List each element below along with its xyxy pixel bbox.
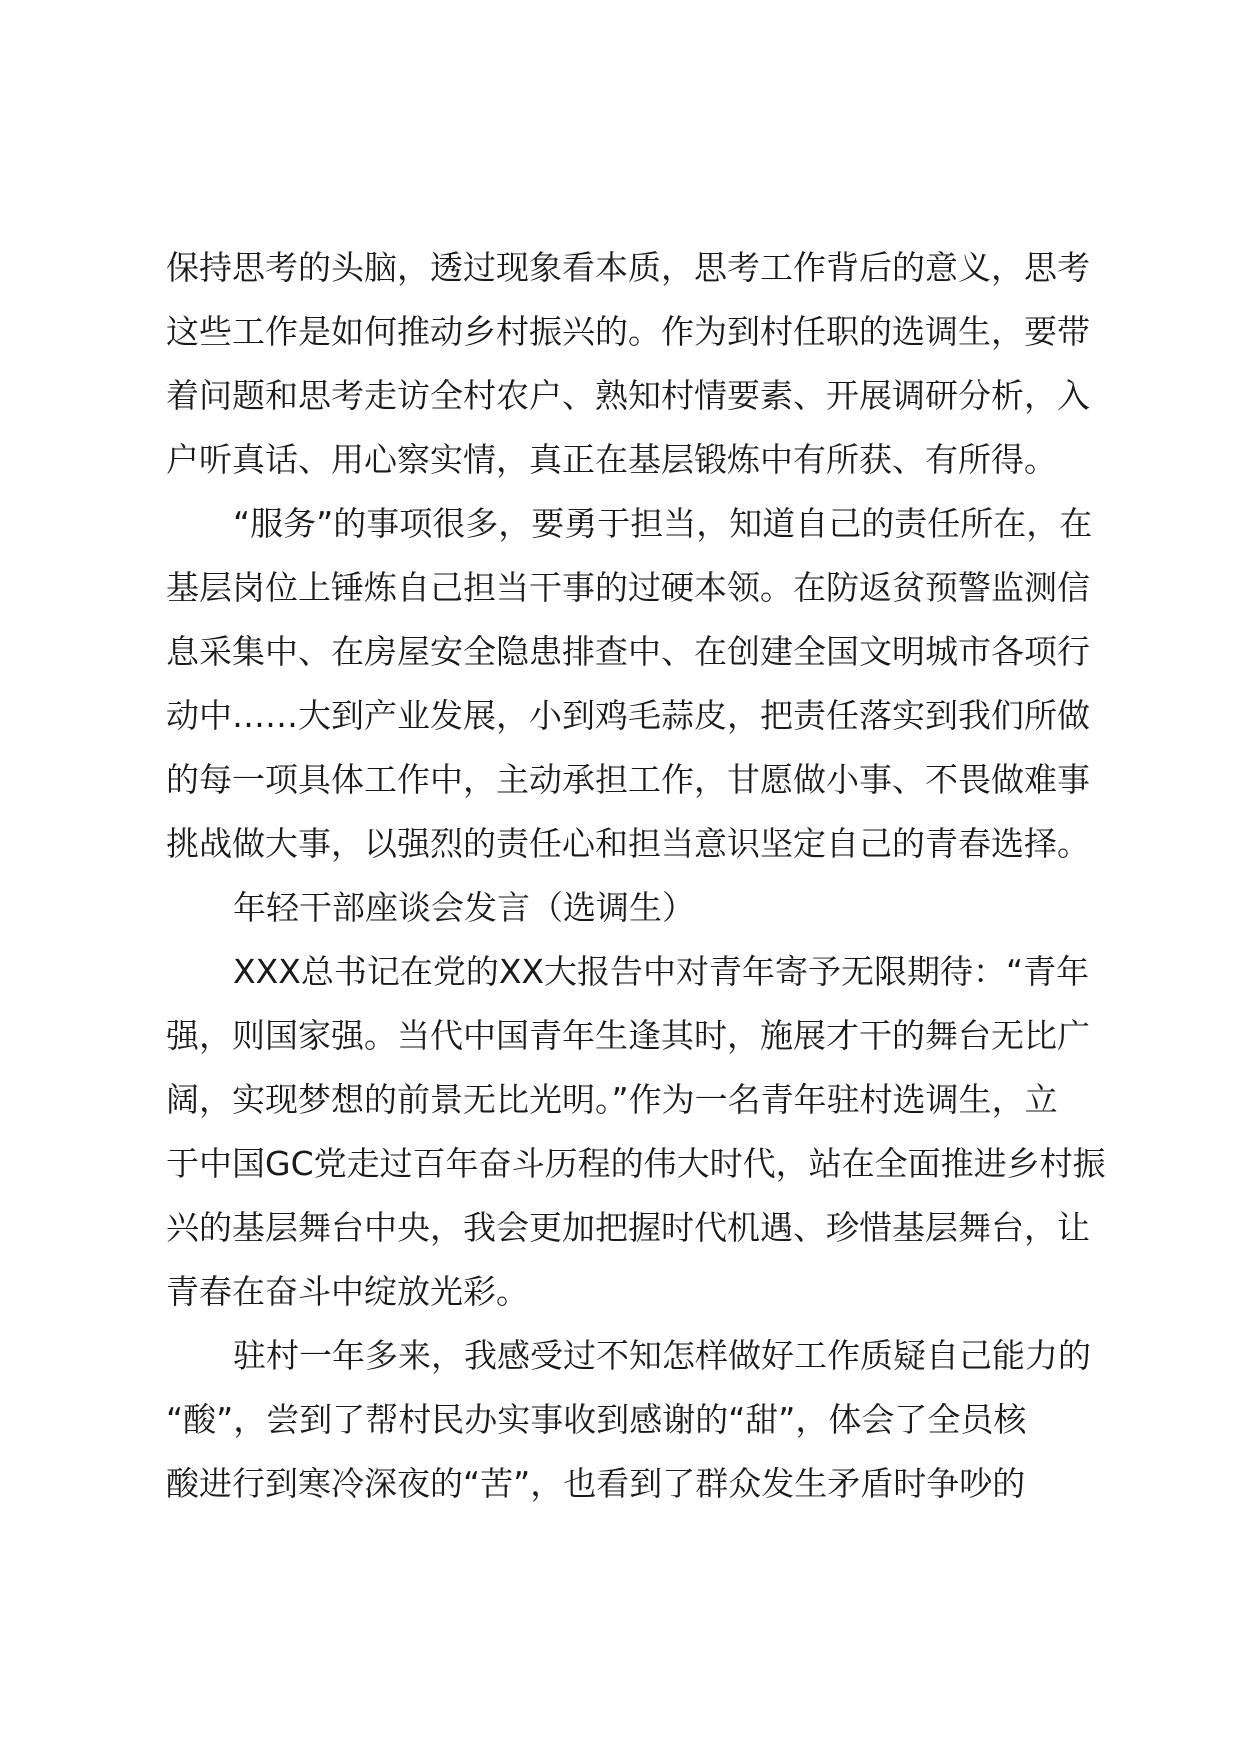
text-line: 保持思考的头脑，透过现象看本质，思考工作背后的意义，思考	[166, 248, 1090, 287]
text-line: 酸进行到寒冷深夜的“苦”，也看到了群众发生矛盾时争吵的	[166, 1464, 1026, 1503]
document-body	[166, 236, 1122, 1516]
text-line: 的每一项具体工作中，主动承担工作，甘愿做小事、不畏做难事	[166, 760, 1090, 799]
text-line: “服务”的事项很多，要勇于担当，知道自己的责任所在，在	[233, 504, 1093, 543]
text-line: 基层岗位上锤炼自己担当干事的过硬本领。在防返贫预警监测信	[166, 568, 1090, 607]
text-line: XXX总书记在党的XX大报告中对青年寄予无限期待：“青年	[233, 952, 1090, 991]
text-line: 阔，实现梦想的前景无比光明。”作为一名青年驻村选调生，立	[166, 1080, 1058, 1119]
text-line: 动中……大到产业发展，小到鸡毛蒜皮，把责任落实到我们所做	[166, 696, 1090, 735]
text-line: 年轻干部座谈会发言（选调生）	[233, 888, 695, 927]
text-line: 着问题和思考走访全村农户、熟知村情要素、开展调研分析，入	[166, 376, 1090, 415]
text-line: 这些工作是如何推动乡村振兴的。作为到村任职的选调生，要带	[166, 312, 1090, 351]
text-line: 于中国GC党走过百年奋斗历程的伟大时代，站在全面推进乡村振	[166, 1144, 1106, 1183]
text-line: 挑战做大事，以强烈的责任心和担当意识坚定自己的青春选择。	[166, 824, 1090, 863]
text-line: 青春在奋斗中绽放光彩。	[166, 1272, 529, 1311]
text-line: “酸”，尝到了帮村民办实事收到感谢的“甜”，体会了全员核	[166, 1400, 1027, 1439]
text-line: 兴的基层舞台中央，我会更加把握时代机遇、珍惜基层舞台，让	[166, 1208, 1090, 1247]
text-line: 驻村一年多来，我感受过不知怎样做好工作质疑自己能力的	[233, 1336, 1091, 1375]
text-line: 息采集中、在房屋安全隐患排查中、在创建全国文明城市各项行	[166, 632, 1090, 671]
text-line: 强，则国家强。当代中国青年生逢其时，施展才干的舞台无比广	[166, 1016, 1090, 1055]
text-line: 户听真话、用心察实情，真正在基层锻炼中有所获、有所得。	[166, 440, 1057, 479]
